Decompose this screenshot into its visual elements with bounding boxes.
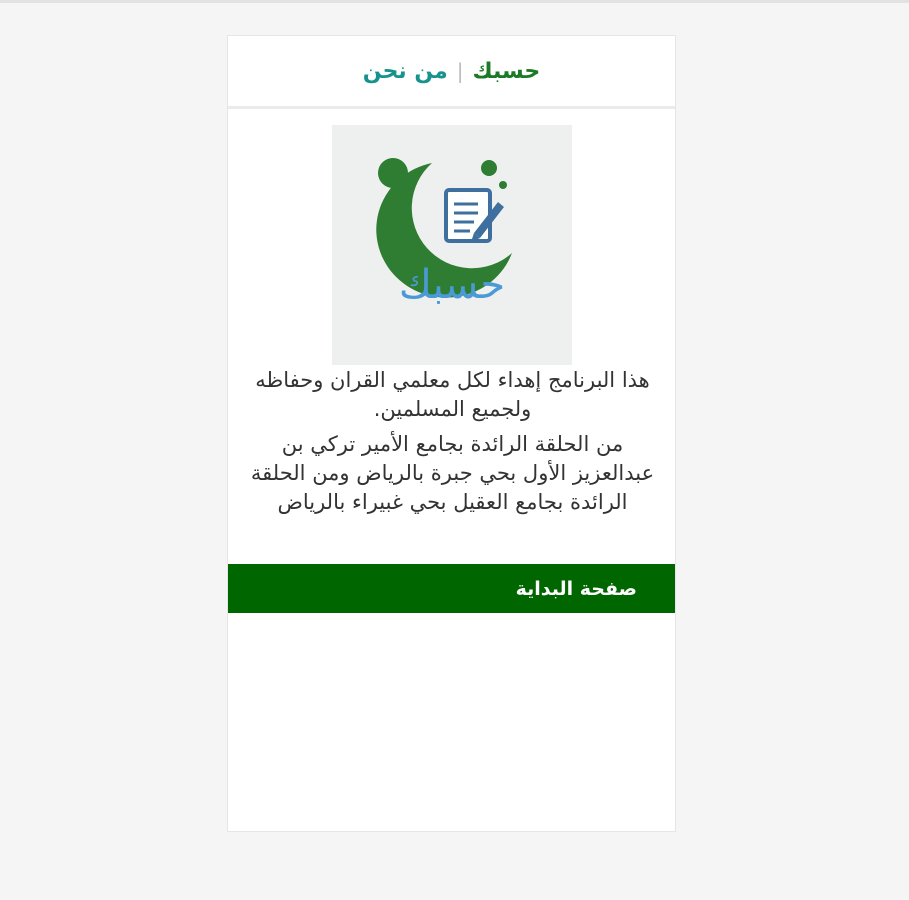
app-logo <box>332 125 572 365</box>
logo-wordmark: حسبك <box>398 262 506 308</box>
about-us-link[interactable]: من نحن <box>362 58 448 84</box>
crescent-notepad-pen-icon <box>332 125 572 365</box>
about-card <box>227 35 676 832</box>
intro-paragraph-1: هذا البرنامج إهداء لكل معلمي القران وحفاظه ولجميع المسلمين. <box>255 368 650 421</box>
start-page-button-label: صفحة البداية <box>515 577 637 600</box>
card-header <box>228 36 675 109</box>
browser-top-strip <box>0 0 909 3</box>
brand-link[interactable]: حسبك <box>472 58 541 84</box>
start-page-button[interactable] <box>228 564 675 613</box>
intro-paragraph-2: من الحلقة الرائدة بجامع الأمير تركي بن عبدالعزيز الأول بحي جبرة بالرياض ومن الحلقة الرائدة بجامع العقيل بحي غبيراء بالرياض <box>250 432 655 514</box>
intro-text <box>240 366 665 523</box>
header-separator: | <box>456 59 464 83</box>
